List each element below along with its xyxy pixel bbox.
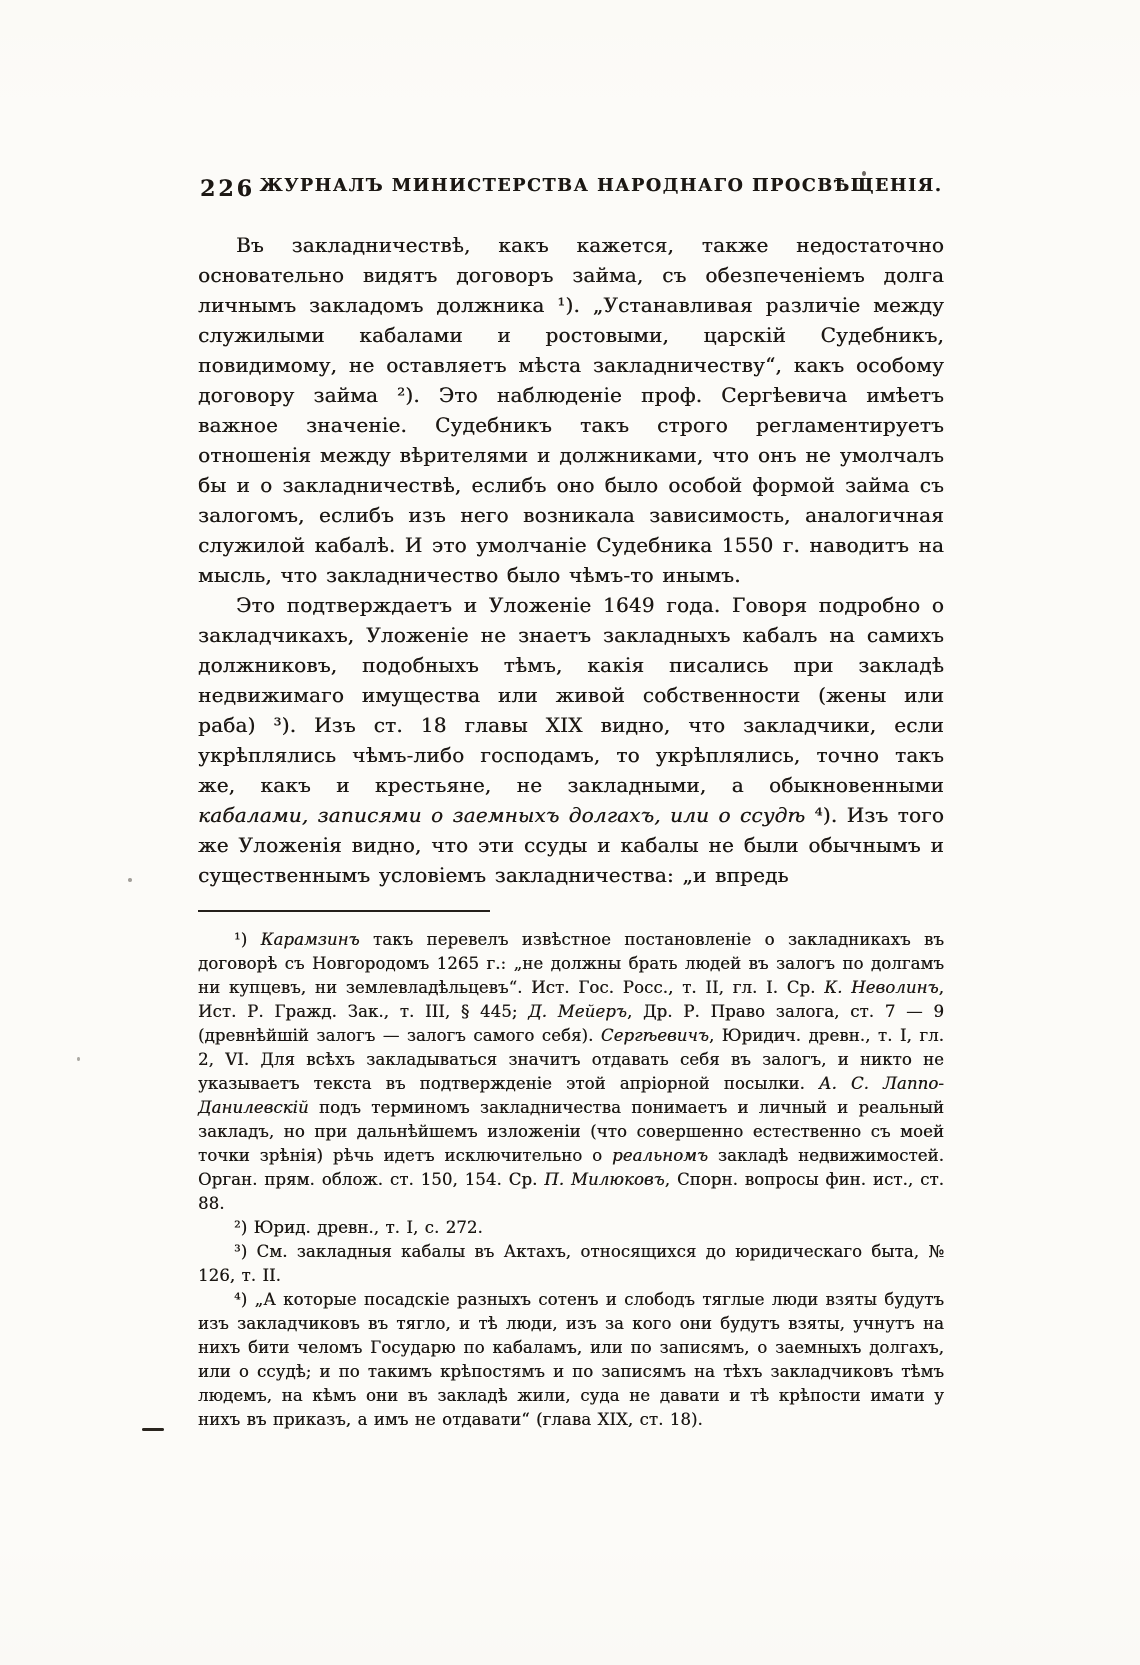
italic-text-run: Карамзинъ [260,930,360,949]
italic-text-run: Сергѣевичъ [600,1026,709,1045]
text-run: ¹) [234,930,261,949]
italic-text-run: Д. Мейеръ [528,1002,627,1021]
body-paragraph [198,590,944,890]
text-run: ⁴) „А которые посадскіе разныхъ сотенъ и слободъ тяглые люди взяты будутъ изъ закладчиковъ въ тягло, и тѣ люди, изъ за кого они будутъ взяты, учнутъ на нихъ бити челомъ Государю по кабаламъ, или по записямъ, о заемныхъ долгахъ, или о ссудѣ; и по такимъ крѣпостямъ и по записямъ на тѣхъ закладчиковъ тѣмъ людемъ, на кѣмъ они въ закладѣ жили, суда не давати и тѣ крѣпости имати у нихъ въ приказъ, а имъ не отдавати“ (глава XIX, ст. 18). [198,1290,944,1429]
text-run: , Др. Р. Право залога, ст. 7 — 9 (древнѣйшій залогъ — залогъ самого себя). [198,1002,944,1045]
text-run: такъ перевелъ извѣстное постановленіе о закладникахъ въ договорѣ съ Новгородомъ 1265 г.: „не должны брать людей въ залогъ по долгамъ ни купцевъ, ни землевладѣльцевъ“. Ист. Гос. Росс., т. II, гл. I. Ср. [198,930,944,997]
text-run: , Юридич. древн., т. I, гл. 2, VI. Для всѣхъ закладываться значитъ отдавать себя въ залогъ, и никто не указываетъ текста въ подтвержденіе этой апріорной посылки. [198,1026,944,1093]
text-run: Это подтверждаетъ и Уложеніе 1649 года. Говоря подробно о закладчикахъ, Уложеніе не знаетъ закладныхъ кабалъ на самихъ должниковъ, подобныхъ тѣмъ, какія писались при закладѣ недвижимаго имущества или живой собственности (жены или раба) ³). Изъ ст. 18 главы XIX видно, что закладчики, если укрѣплялись чѣмъ-либо господамъ, то укрѣплялись, точно такъ же, какъ и крестьяне, не закладными, а обыкновенными [198,593,944,797]
italic-text-run: реальномъ [612,1146,709,1165]
running-header: ЖУРНАЛЪ МИНИСТЕРСТВА НАРОДНАГО ПРОСВѢЩЕНІЯ. [259,176,943,196]
scan-speck [77,1057,80,1061]
page-number: 226 [200,176,255,202]
text-run: подъ терминомъ закладничества понимаетъ и личный и реальный закладъ, но при дальнѣйшемъ изложеніи (что совершенно естественно съ моей точки зрѣнія) рѣчь идетъ исключительно о [198,1098,944,1165]
body-paragraph [198,230,944,590]
text-run: Въ закладничествѣ, какъ кажется, также недостаточно основательно видятъ договоръ займа, съ обезпеченіемъ долга личнымъ закладомъ должника ¹). „Устанавливая различіе между служилыми кабалами и ростовыми, царскій Судебникъ, повидимому, не оставляетъ мѣста закладничеству“, какъ особому договору займа ²). Это наблюденіе проф. Сергѣевича имѣетъ важное значеніе. Судебникъ такъ строго регламентируетъ отношенія между вѣрителями и должниками, что онъ не умолчалъ бы и о закладничествѣ, еслибъ оно было особой формой займа съ залогомъ, еслибъ изъ него возникала зависимость, аналогичная служилой кабалѣ. И это умолчаніе Судебника 1550 г. наводитъ на мысль, что закладничество было чѣмъ-то инымъ. [198,233,944,587]
page-header [198,176,944,204]
text-run: , Ист. Р. Гражд. Зак., т. III, § 445; [198,978,944,1021]
footnotes [198,928,944,1432]
body-text [198,230,944,890]
footnote-separator [198,910,490,912]
footnote-paragraph [198,1288,944,1432]
text-run: ⁴). Изъ того же Уложенія видно, что эти ссуды и кабалы не были обычнымъ и существеннымъ условіемъ закладничества: „и впредь [198,803,944,887]
scan-speck [128,878,132,882]
italic-text-run: кабалами, записями о заемныхъ долгахъ, или о ссудѣ [198,803,806,827]
text-run: ²) Юрид. древн., т. I, с. 272. [234,1218,483,1237]
margin-mark [142,1428,164,1431]
footnote-paragraph [198,1240,944,1288]
italic-text-run: А. С. Лаппо-Данилевскій [198,1074,944,1117]
text-run: , Спорн. вопросы фин. ист., ст. 88. [198,1170,944,1213]
text-run: закладѣ недвижимостей. Орган. прям. облож. ст. 150, 154. Ср. [198,1146,944,1189]
text-run: ³) См. закладныя кабалы въ Актахъ, относящихся до юридическаго быта, № 126, т. II. [198,1242,944,1285]
italic-text-run: П. Милюковъ [544,1170,665,1189]
text-column [198,176,944,1432]
scan-speck [862,171,866,176]
footnote-paragraph [198,1216,944,1240]
italic-text-run: К. Неволинъ [824,978,939,997]
footnote-paragraph [198,928,944,1216]
